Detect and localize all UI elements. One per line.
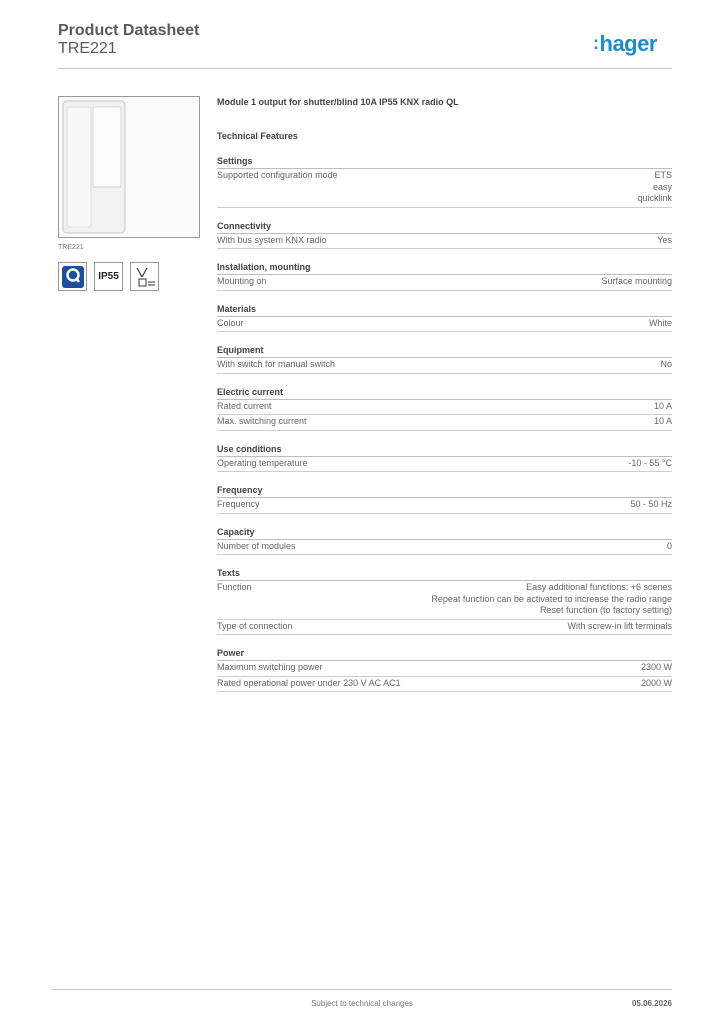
feature-row [217,275,672,291]
section-title: Texts [217,568,672,581]
feature-label: Rated operational power under 230 V AC AC1 [217,677,401,688]
feature-row [217,358,672,374]
feature-label: Type of connection [217,620,293,631]
feature-value-line: Easy additional functions: +6 scenes [526,582,672,592]
section-title: Materials [217,304,672,317]
feature-value [431,582,672,617]
feature-value-line: Yes [657,234,672,245]
feature-value-line: 10 A [653,416,672,426]
logo-dots-icon: : [593,33,599,53]
feature-value-line: ETS [654,170,672,180]
feature-label: Operating temperature [217,457,308,468]
section-title: Capacity [217,527,672,540]
feature-value [641,662,672,674]
screw-terminal-badge [130,262,159,291]
feature-label: Max. switching current [217,416,307,426]
feature-row [217,498,672,514]
footer-divider [52,989,672,990]
feature-value [641,678,672,690]
section-title: Equipment [217,345,672,358]
feature-section [217,527,672,556]
feature-sections [217,156,672,692]
section-title: Connectivity [217,221,672,234]
feature-section [217,568,672,635]
feature-label: Maximum switching power [217,662,323,672]
feature-value [657,235,672,247]
feature-label: Mounting on [217,276,267,286]
feature-section [217,648,672,692]
feature-row [217,400,672,416]
footer-date: 05.06.2026 [631,999,672,1008]
section-title: Use conditions [217,444,672,457]
feature-row [217,620,672,636]
product-image [58,96,200,238]
feature-row [217,457,672,473]
feature-label: Function [217,582,252,592]
feature-row [217,234,672,250]
feature-label: Supported configuration mode [217,170,338,180]
feature-value-line: White [648,317,672,328]
feature-value-line: quicklink [637,193,672,203]
section-title: Settings [217,156,672,169]
page-title: Product Datasheet [58,22,200,39]
feature-value-line: No [660,359,672,369]
feature-section [217,304,672,333]
feature-section [217,485,672,514]
feature-value [660,359,672,371]
feature-value-line: easy [652,181,672,192]
feature-value [628,458,672,470]
feature-value [654,401,672,413]
feature-value-line: Repeat function can be activated to increase the radio range [431,593,672,604]
certification-badges [58,262,159,291]
product-reference: TRE221 [58,40,117,57]
feature-value-line: Reset function (to factory setting) [539,605,672,615]
feature-row [217,169,672,208]
brand-logo [593,30,657,57]
feature-value [667,541,672,553]
section-title: Power [217,648,672,661]
quicklink-logo-icon [61,265,85,289]
screw-terminal-icon [133,265,157,289]
feature-label: Rated current [217,400,272,411]
feature-value [601,276,672,288]
feature-value [654,416,672,428]
feature-value-line: 2300 W [640,662,672,672]
feature-value [649,318,672,330]
feature-section [217,345,672,374]
feature-value [630,499,672,511]
feature-label: Colour [217,317,244,328]
feature-section [217,444,672,473]
feature-row [217,540,672,556]
feature-value-line: 10 A [653,400,672,411]
quicklink-badge [58,262,87,291]
feature-value-line: 0 [666,540,672,551]
feature-section [217,387,672,431]
feature-row [217,415,672,431]
section-title: Electric current [217,387,672,400]
image-caption: TRE221 [58,244,84,251]
section-title: Installation, mounting [217,262,672,275]
ip55-badge [94,262,123,291]
feature-value [567,621,672,633]
feature-label: Number of modules [217,540,296,551]
feature-value [637,170,672,205]
feature-value-line: Surface mounting [601,276,672,286]
feature-value-line: -10 - 55 °C [628,457,672,468]
feature-label: With bus system KNX radio [217,234,327,245]
feature-section [217,221,672,250]
feature-row [217,317,672,333]
feature-row [217,677,672,693]
ip55-badge-label: IP55 [98,271,119,282]
feature-value-line: With screw-in lift terminals [567,620,672,631]
feature-section [217,262,672,291]
feature-section [217,156,672,208]
feature-label: With switch for manual switch [217,359,336,369]
product-photo-icon [59,97,199,237]
product-name: Module 1 output for shutter/blind 10A IP55 KNX radio QL [217,97,459,107]
section-title: Frequency [217,485,672,498]
feature-value-line: 2000 W [640,677,672,688]
feature-label: Frequency [217,499,260,509]
brand-name: hager [599,31,657,56]
features-heading: Technical Features [217,131,298,141]
footer-note: Subject to technical changes [311,999,413,1008]
feature-value-line: 50 - 50 Hz [630,499,672,509]
feature-row [217,661,672,677]
header-divider [58,68,672,69]
feature-row [217,581,672,620]
technical-features [217,96,672,692]
